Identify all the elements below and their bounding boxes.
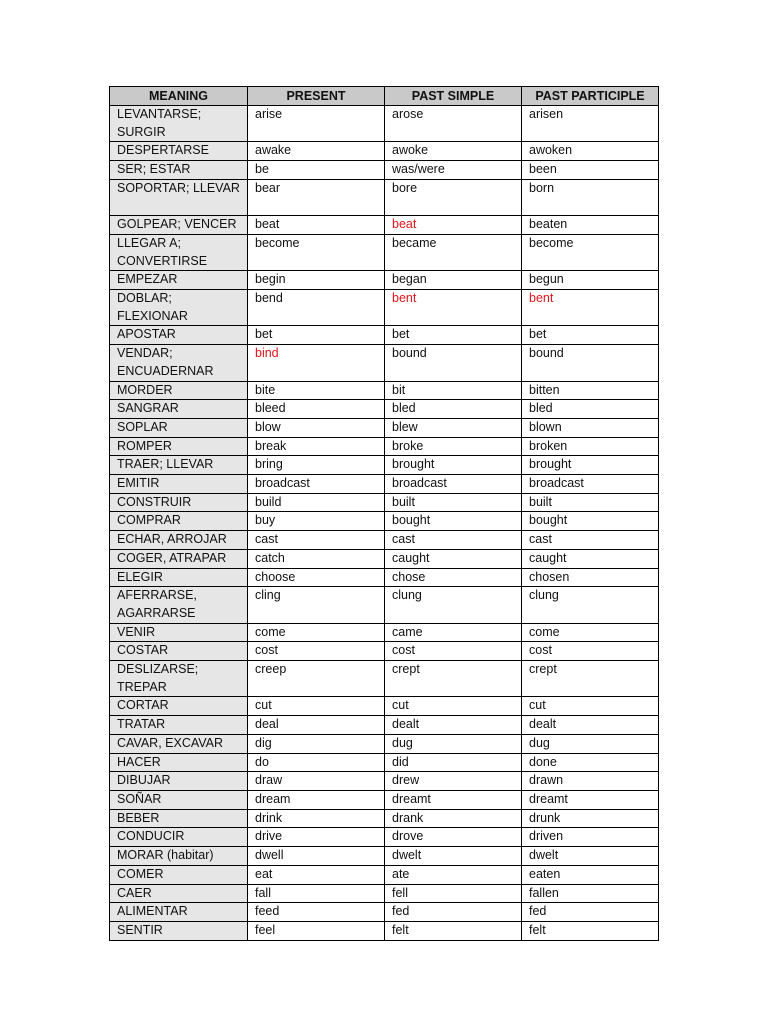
past-participle-cell: cut [522,697,659,716]
present-cell: cut [248,697,385,716]
past-simple-cell: cut [385,697,522,716]
present-cell: break [248,437,385,456]
present-cell: choose [248,568,385,587]
past-participle-cell: chosen [522,568,659,587]
past-participle-cell: dealt [522,716,659,735]
table-row [110,400,659,419]
table-row [110,884,659,903]
past-participle-cell: blown [522,418,659,437]
present-cell: bend [248,290,385,326]
past-simple-cell: cost [385,642,522,661]
meaning-cell: CORTAR [110,697,248,716]
present-cell: dream [248,791,385,810]
present-cell: eat [248,865,385,884]
table-row [110,290,659,326]
meaning-cell: COGER, ATRAPAR [110,549,248,568]
table-row [110,345,659,381]
meaning-cell: TRATAR [110,716,248,735]
meaning-cell: DESLIZARSE; TREPAR [110,661,248,697]
table-row [110,791,659,810]
meaning-cell: CAER [110,884,248,903]
past-simple-cell: bent [385,290,522,326]
header-present: PRESENT [248,87,385,106]
present-cell: bring [248,456,385,475]
present-cell: dwell [248,847,385,866]
past-participle-cell: broken [522,437,659,456]
meaning-cell: ROMPER [110,437,248,456]
past-simple-cell: chose [385,568,522,587]
past-participle-cell: eaten [522,865,659,884]
present-cell: buy [248,512,385,531]
meaning-cell: EMITIR [110,475,248,494]
present-cell: draw [248,772,385,791]
present-cell: blow [248,418,385,437]
table-row [110,772,659,791]
past-participle-cell: caught [522,549,659,568]
present-cell: bind [248,345,385,381]
present-cell: dig [248,734,385,753]
past-participle-cell: bitten [522,381,659,400]
past-simple-cell: fed [385,903,522,922]
meaning-cell: COMPRAR [110,512,248,531]
past-participle-cell: bet [522,326,659,345]
past-participle-cell: born [522,179,659,215]
meaning-cell: AFERRARSE, AGARRARSE [110,587,248,623]
table-row [110,903,659,922]
table-body [110,106,659,941]
present-cell: do [248,753,385,772]
past-simple-cell: became [385,234,522,270]
past-participle-cell: bound [522,345,659,381]
present-cell: bear [248,179,385,215]
table-row [110,475,659,494]
past-simple-cell: began [385,271,522,290]
past-participle-cell: bent [522,290,659,326]
meaning-cell: DOBLAR; FLEXIONAR [110,290,248,326]
past-simple-cell: bound [385,345,522,381]
past-participle-cell: fed [522,903,659,922]
meaning-cell: CONSTRUIR [110,493,248,512]
table-row [110,642,659,661]
present-cell: beat [248,216,385,235]
past-simple-cell: brought [385,456,522,475]
past-simple-cell: broke [385,437,522,456]
past-simple-cell: bore [385,179,522,215]
past-simple-cell: came [385,623,522,642]
table-row [110,568,659,587]
meaning-cell: SOPLAR [110,418,248,437]
table-row [110,809,659,828]
past-participle-cell: drunk [522,809,659,828]
present-cell: cost [248,642,385,661]
meaning-cell: TRAER; LLEVAR [110,456,248,475]
past-participle-cell: cost [522,642,659,661]
meaning-cell: SOPORTAR; LLEVAR [110,179,248,215]
past-simple-cell: dreamt [385,791,522,810]
meaning-cell: MORDER [110,381,248,400]
past-participle-cell: crept [522,661,659,697]
past-participle-cell: dwelt [522,847,659,866]
present-cell: come [248,623,385,642]
meaning-cell: SANGRAR [110,400,248,419]
present-cell: deal [248,716,385,735]
table-row [110,106,659,142]
table-row [110,437,659,456]
meaning-cell: COSTAR [110,642,248,661]
past-simple-cell: cast [385,531,522,550]
past-simple-cell: was/were [385,161,522,180]
table-row [110,847,659,866]
table-row [110,512,659,531]
present-cell: creep [248,661,385,697]
past-simple-cell: dug [385,734,522,753]
past-participle-cell: clung [522,587,659,623]
table-row [110,142,659,161]
table-row [110,161,659,180]
table-row [110,179,659,215]
meaning-cell: SOÑAR [110,791,248,810]
meaning-cell: LEVANTARSE; SURGIR [110,106,248,142]
table-row [110,493,659,512]
table-row [110,865,659,884]
table-row [110,921,659,940]
present-cell: broadcast [248,475,385,494]
table-row [110,716,659,735]
past-simple-cell: arose [385,106,522,142]
present-cell: begin [248,271,385,290]
table-row [110,216,659,235]
table-row [110,271,659,290]
past-participle-cell: built [522,493,659,512]
past-simple-cell: drove [385,828,522,847]
past-participle-cell: cast [522,531,659,550]
present-cell: be [248,161,385,180]
present-cell: feed [248,903,385,922]
table-header [110,87,659,106]
present-cell: cling [248,587,385,623]
past-participle-cell: dug [522,734,659,753]
past-participle-cell: bled [522,400,659,419]
past-participle-cell: begun [522,271,659,290]
table-row [110,234,659,270]
past-simple-cell: crept [385,661,522,697]
table-row [110,697,659,716]
present-cell: become [248,234,385,270]
meaning-cell: ELEGIR [110,568,248,587]
meaning-cell: BEBER [110,809,248,828]
present-cell: bite [248,381,385,400]
table-row [110,828,659,847]
table-row [110,587,659,623]
past-simple-cell: did [385,753,522,772]
past-participle-cell: felt [522,921,659,940]
past-simple-cell: beat [385,216,522,235]
past-simple-cell: bled [385,400,522,419]
table-row [110,734,659,753]
past-simple-cell: ate [385,865,522,884]
meaning-cell: LLEGAR A; CONVERTIRSE [110,234,248,270]
past-simple-cell: awoke [385,142,522,161]
table-row [110,418,659,437]
present-cell: feel [248,921,385,940]
header-meaning: MEANING [110,87,248,106]
meaning-cell: MORAR (habitar) [110,847,248,866]
table-row [110,456,659,475]
past-participle-cell: arisen [522,106,659,142]
present-cell: drive [248,828,385,847]
header-past-participle: PAST PARTICIPLE [522,87,659,106]
table-row [110,381,659,400]
irregular-verbs-table [109,86,659,941]
past-simple-cell: fell [385,884,522,903]
meaning-cell: COMER [110,865,248,884]
meaning-cell: GOLPEAR; VENCER [110,216,248,235]
table-row [110,753,659,772]
past-participle-cell: driven [522,828,659,847]
past-simple-cell: caught [385,549,522,568]
present-cell: bet [248,326,385,345]
past-simple-cell: dwelt [385,847,522,866]
meaning-cell: APOSTAR [110,326,248,345]
header-row [110,87,659,106]
meaning-cell: DIBUJAR [110,772,248,791]
past-participle-cell: beaten [522,216,659,235]
present-cell: fall [248,884,385,903]
table-row [110,549,659,568]
past-participle-cell: brought [522,456,659,475]
past-simple-cell: blew [385,418,522,437]
meaning-cell: CONDUCIR [110,828,248,847]
past-participle-cell: come [522,623,659,642]
past-simple-cell: built [385,493,522,512]
past-participle-cell: fallen [522,884,659,903]
past-participle-cell: become [522,234,659,270]
past-participle-cell: been [522,161,659,180]
meaning-cell: HACER [110,753,248,772]
past-simple-cell: felt [385,921,522,940]
table-row [110,531,659,550]
table-row [110,661,659,697]
past-simple-cell: bought [385,512,522,531]
meaning-cell: CAVAR, EXCAVAR [110,734,248,753]
past-simple-cell: dealt [385,716,522,735]
header-past-simple: PAST SIMPLE [385,87,522,106]
present-cell: bleed [248,400,385,419]
present-cell: drink [248,809,385,828]
past-simple-cell: clung [385,587,522,623]
meaning-cell: ALIMENTAR [110,903,248,922]
meaning-cell: SER; ESTAR [110,161,248,180]
meaning-cell: ECHAR, ARROJAR [110,531,248,550]
meaning-cell: EMPEZAR [110,271,248,290]
table-row [110,623,659,642]
present-cell: awake [248,142,385,161]
past-participle-cell: drawn [522,772,659,791]
table-row [110,326,659,345]
past-simple-cell: bit [385,381,522,400]
past-simple-cell: broadcast [385,475,522,494]
meaning-cell: SENTIR [110,921,248,940]
present-cell: catch [248,549,385,568]
meaning-cell: DESPERTARSE [110,142,248,161]
past-simple-cell: drank [385,809,522,828]
present-cell: build [248,493,385,512]
past-participle-cell: done [522,753,659,772]
meaning-cell: VENIR [110,623,248,642]
past-simple-cell: bet [385,326,522,345]
past-participle-cell: broadcast [522,475,659,494]
past-participle-cell: bought [522,512,659,531]
present-cell: arise [248,106,385,142]
past-simple-cell: drew [385,772,522,791]
meaning-cell: VENDAR; ENCUADERNAR [110,345,248,381]
past-participle-cell: dreamt [522,791,659,810]
present-cell: cast [248,531,385,550]
past-participle-cell: awoken [522,142,659,161]
